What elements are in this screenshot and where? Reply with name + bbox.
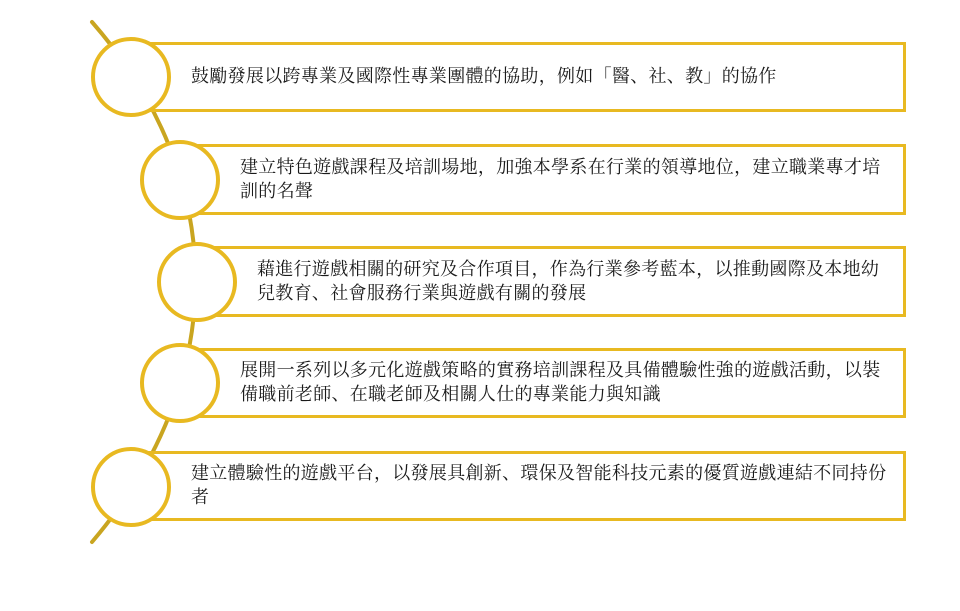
list-item-box-5 bbox=[148, 451, 906, 521]
list-item-box-2 bbox=[197, 144, 906, 215]
list-item-text-4: 展開一系列以多元化遊戲策略的實務培訓課程及具備體驗性強的遊戲活動，以裝備職前老師、在職老師及相關人仕的專業能力與知識 bbox=[240, 360, 881, 405]
list-item-text-1: 鼓勵發展以跨專業及國際性專業團體的協助，例如「醫、社、教」的協作 bbox=[191, 66, 777, 87]
list-item-box-3 bbox=[214, 246, 906, 317]
list-item-box-4 bbox=[197, 348, 906, 418]
list-item-circle-4 bbox=[140, 343, 220, 423]
list-item-text-2: 建立特色遊戲課程及培訓場地，加強本學系在行業的領導地位，建立職業專才培訓的名聲 bbox=[240, 156, 881, 202]
list-item-text-3: 藉進行遊戲相關的研究及合作項目，作為行業參考藍本，以推動國際及本地幼兒教育、社會服務行業與遊戲有關的發展 bbox=[257, 258, 880, 304]
list-item-circle-1 bbox=[91, 37, 171, 117]
list-item-circle-3 bbox=[157, 242, 237, 322]
list-item-circle-2 bbox=[140, 140, 220, 220]
list-item-box-1 bbox=[148, 42, 906, 112]
list-item-circle-5 bbox=[91, 447, 171, 527]
list-item-text-5: 建立體驗性的遊戲平台，以發展具創新、環保及智能科技元素的優質遊戲連結不同持份者 bbox=[191, 463, 887, 508]
